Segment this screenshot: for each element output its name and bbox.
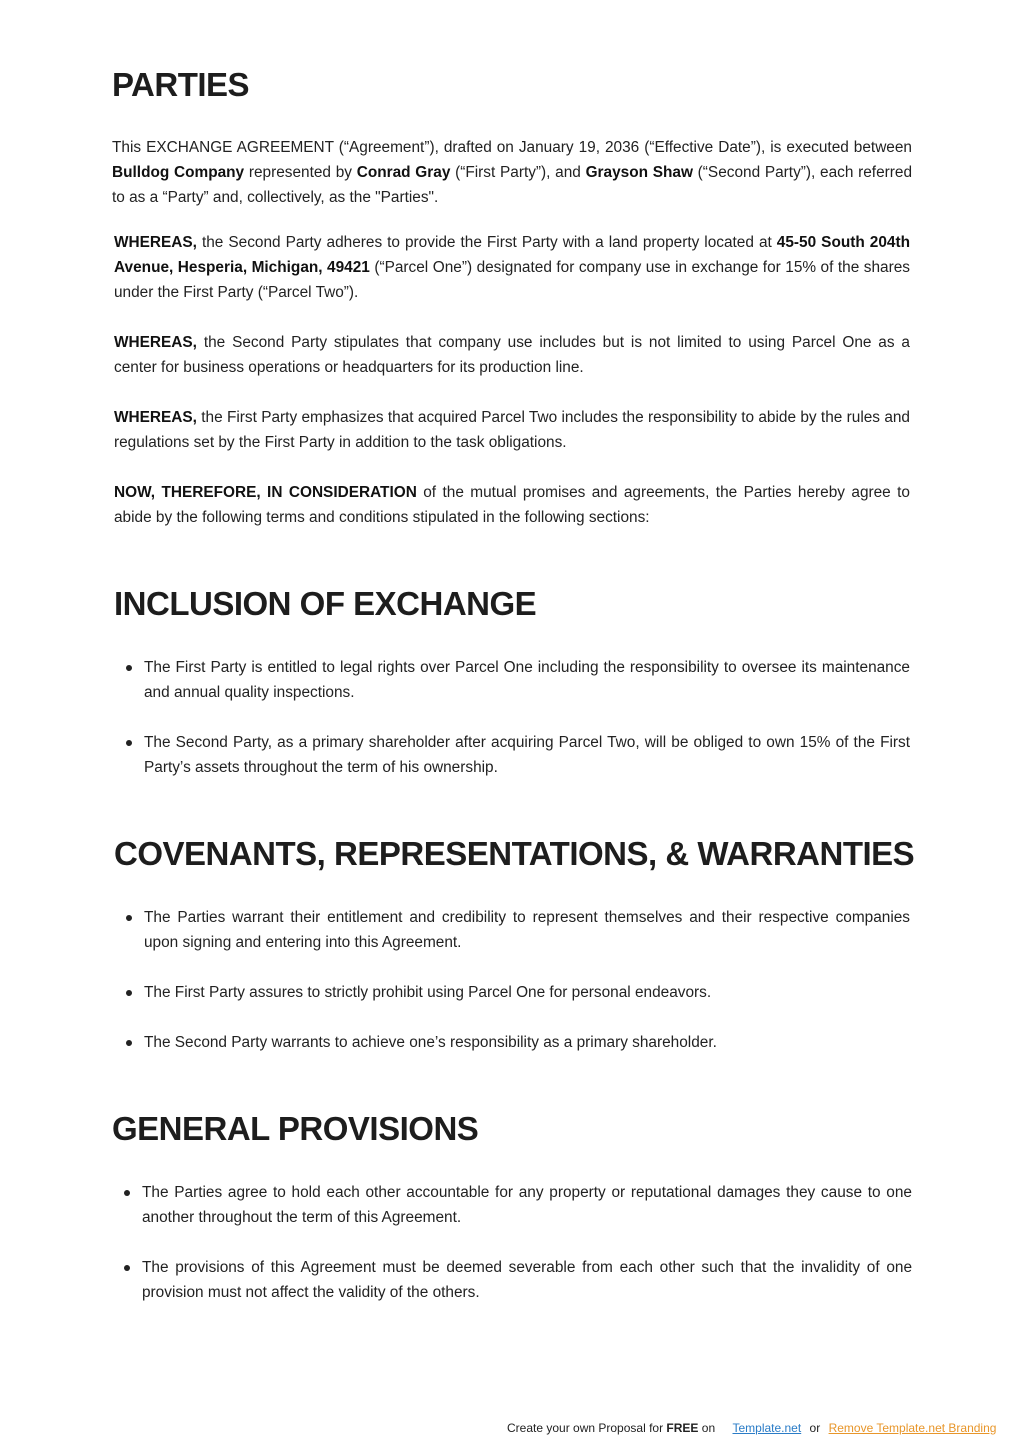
bullet-icon <box>126 665 132 671</box>
consideration-lead: NOW, THEREFORE, IN CONSIDERATION <box>114 484 417 501</box>
list-item-text: The Parties agree to hold each other accountable for any property or reputational damages they cause to one another throughout the term of this Agreement. <box>142 1184 912 1226</box>
list-item <box>114 905 910 955</box>
representative-name: Conrad Gray <box>356 164 451 181</box>
list-item-text: The Second Party, as a primary shareholder after acquiring Parcel Two, will be obliged to own 15% of the First Party’s assets throughout the term of his ownership. <box>144 734 910 776</box>
bullet-icon <box>124 1265 130 1271</box>
footer-free-text: FREE <box>666 1421 699 1435</box>
intro-text: (“First Party”), and <box>450 164 586 181</box>
list-item-text: The Parties warrant their entitlement and credibility to represent themselves and their respective companies upon signing and entering into this Agreement. <box>144 909 910 951</box>
list-item <box>114 980 910 1005</box>
bullet-icon <box>126 915 132 921</box>
section-heading-parties: PARTIES <box>112 66 250 103</box>
whereas-lead: WHEREAS, <box>114 334 197 351</box>
whereas-paragraph-2 <box>114 330 910 380</box>
intro-text: This EXCHANGE AGREEMENT (“Agreement”), drafted on January 19, 2036 (“Effective Date”), is executed between <box>112 139 912 156</box>
consideration-text: of the mutual promises and agreements, the Parties hereby agree to abide by the following terms and conditions stipulated in the following sections: <box>114 484 910 526</box>
whereas-lead: WHEREAS, <box>114 234 197 251</box>
remove-branding-link[interactable]: Remove Template.net Branding <box>828 1421 997 1435</box>
bullet-icon <box>126 740 132 746</box>
branding-footer <box>507 1419 996 1437</box>
whereas-text: (“Parcel One”) designated for company use in exchange for 15% of the shares under the First Party (“Parcel Two”). <box>114 259 910 301</box>
intro-text: represented by <box>244 164 357 181</box>
whereas-text: the Second Party stipulates that company use includes but is not limited to using Parcel One as a center for business operations or headquarters for its production line. <box>114 334 910 376</box>
covenants-list <box>114 905 910 1055</box>
section-heading-inclusion: INCLUSION OF EXCHANGE <box>114 585 537 622</box>
consideration-paragraph <box>114 480 910 530</box>
list-item-text: The First Party is entitled to legal rights over Parcel One including the responsibility to oversee its maintenance and annual quality inspections. <box>144 659 910 701</box>
company-name: Bulldog Company <box>112 164 245 181</box>
whereas-text: the First Party emphasizes that acquired Parcel Two includes the responsibility to abide by the rules and regulations set by the First Party in addition to the task obligations. <box>114 409 910 451</box>
bullet-icon <box>124 1190 130 1196</box>
footer-or-text: or <box>809 1421 821 1435</box>
whereas-paragraph-1 <box>114 230 910 305</box>
bullet-icon <box>126 990 132 996</box>
list-item <box>112 1180 912 1230</box>
template-net-link[interactable]: Template.net <box>732 1421 802 1435</box>
footer-on-text: on <box>701 1421 716 1435</box>
list-item <box>114 655 910 705</box>
intro-text: (“Second Party”), each referred to as a “Party” and, collectively, as the "Parties". <box>112 164 913 206</box>
list-item <box>114 730 910 780</box>
list-item <box>112 1255 912 1305</box>
bullet-icon <box>126 1040 132 1046</box>
section-heading-covenants: COVENANTS, REPRESENTATIONS, & WARRANTIES <box>114 835 915 872</box>
list-item-text: The provisions of this Agreement must be deemed severable from each other such that the invalidity of one provision must not affect the validity of the others. <box>142 1259 912 1301</box>
whereas-paragraph-3 <box>114 405 910 455</box>
general-list <box>112 1180 912 1305</box>
section-heading-general: GENERAL PROVISIONS <box>112 1110 479 1147</box>
list-item-text: The Second Party warrants to achieve one’s responsibility as a primary shareholder. <box>144 1034 717 1051</box>
inclusion-list <box>114 655 910 780</box>
property-address: 45-50 South 204th Avenue, Hesperia, Michigan, 49421 <box>114 234 910 276</box>
whereas-text: the Second Party adheres to provide the First Party with a land property located at <box>196 234 777 251</box>
second-party-name: Grayson Shaw <box>585 164 693 181</box>
parties-intro-paragraph <box>112 135 912 210</box>
list-item <box>114 1030 910 1055</box>
list-item-text: The First Party assures to strictly prohibit using Parcel One for personal endeavors. <box>144 984 712 1001</box>
whereas-lead: WHEREAS, <box>114 409 197 426</box>
footer-text: Create your own Proposal for <box>507 1421 667 1435</box>
